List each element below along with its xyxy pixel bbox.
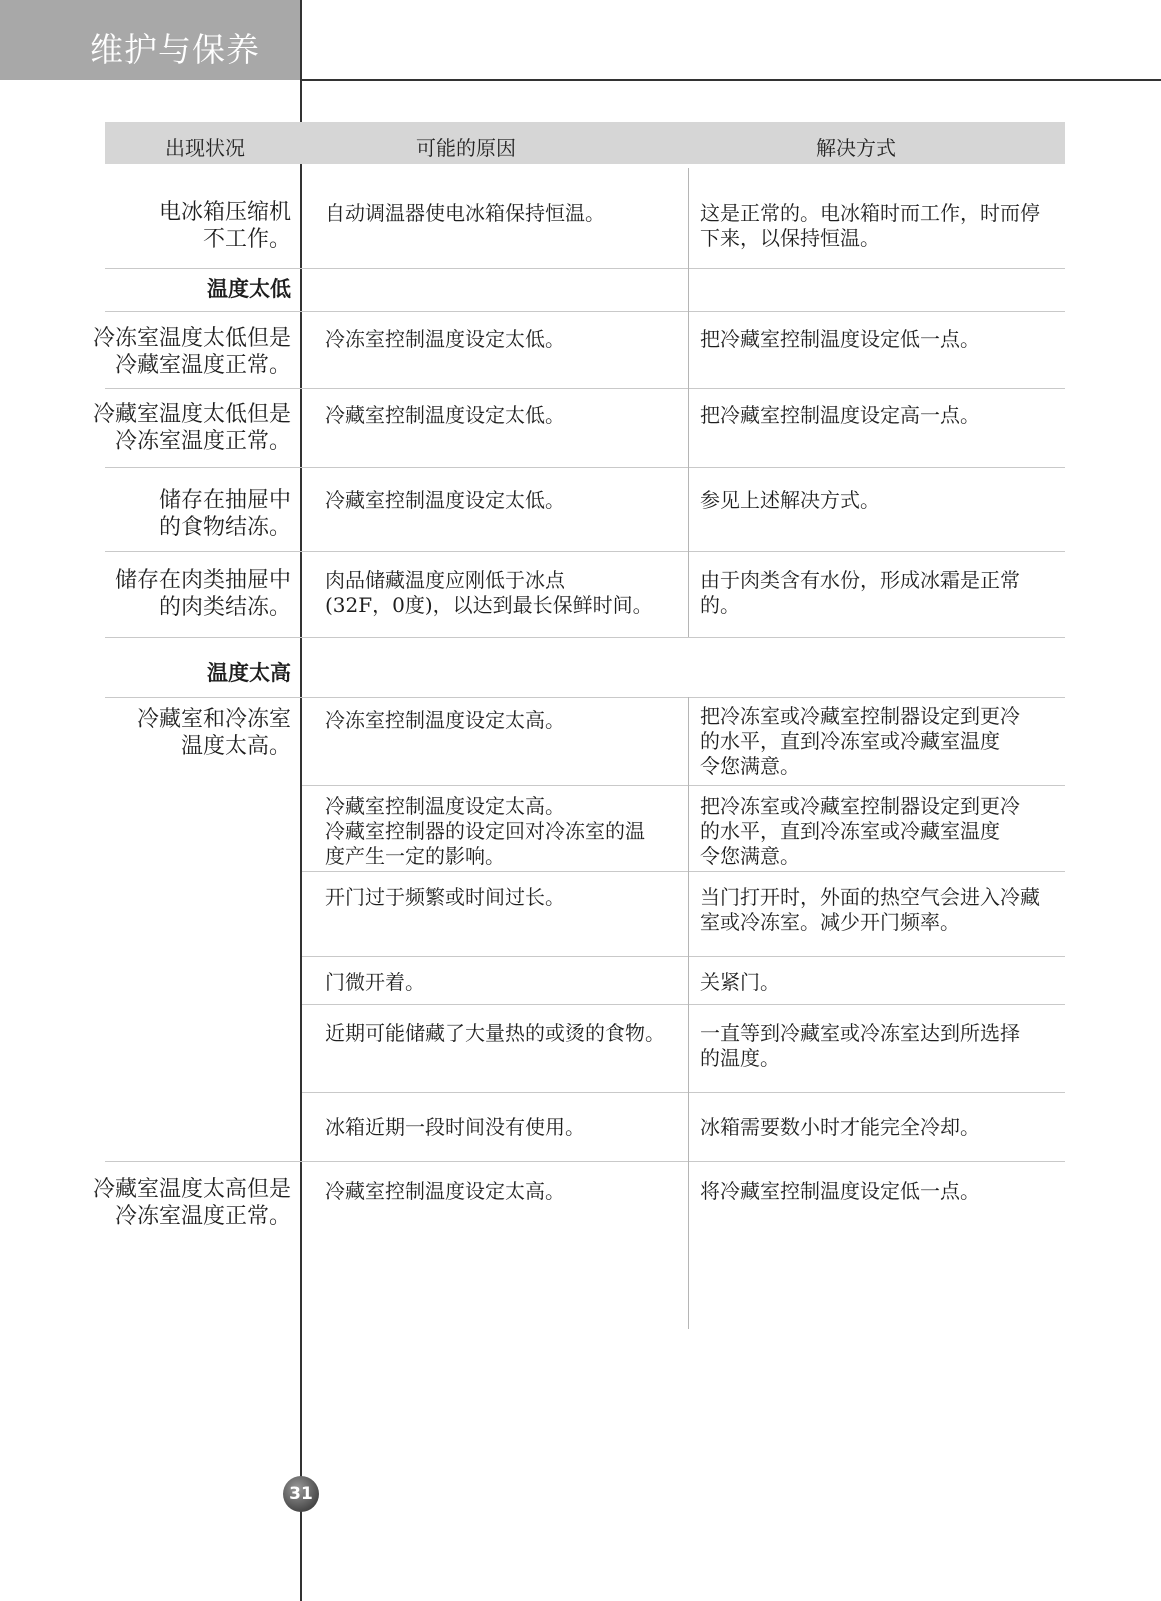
solution-cell	[700, 794, 1020, 869]
symptom-cell	[66, 487, 291, 541]
category-label: 温度太低	[207, 277, 291, 301]
symptom-line: 冷藏室温度正常。	[114, 353, 291, 378]
cause-line: 开门过于频繁或时间过长。	[325, 885, 565, 909]
symptom-line: 冷藏室温度太高但是	[92, 1177, 291, 1202]
cause-line: 肉品储藏温度应刚低于冰点	[325, 568, 565, 592]
row-divider	[302, 785, 1065, 786]
symptom-cell	[66, 325, 291, 379]
row-divider	[105, 268, 1065, 269]
page-number: 31	[283, 1476, 319, 1512]
symptom-line: 冷冻室温度正常。	[114, 1204, 291, 1229]
solution-cell	[700, 1021, 1020, 1071]
solution-line: 当门打开时，外面的热空气会进入冷藏	[700, 885, 1040, 909]
top-rule	[300, 79, 1161, 81]
row-divider	[105, 1161, 1065, 1162]
column-separator	[688, 311, 689, 637]
solution-line: 由于肉类含有水份，形成冰霜是正常	[700, 568, 1020, 592]
row-divider	[302, 1004, 1065, 1005]
solution-line: 令您满意。	[700, 754, 800, 778]
symptom-cell	[66, 1176, 291, 1230]
cause-line: 冷冻室控制温度设定太低。	[325, 327, 565, 351]
solution-line: 令您满意。	[700, 844, 800, 868]
solution-line: 冰箱需要数小时才能完全冷却。	[700, 1115, 980, 1139]
cause-cell	[325, 1179, 565, 1204]
solution-line: 的水平，直到冷冻室或冷藏室温度	[700, 819, 1000, 843]
solution-line: 把冷冻室或冷藏室控制器设定到更冷	[700, 704, 1020, 728]
cause-line: 冷藏室控制器的设定回对冷冻室的温	[325, 819, 645, 843]
solution-line: 的。	[700, 593, 740, 617]
cause-cell	[325, 1021, 665, 1046]
symptom-line: 储存在肉类抽屉中	[114, 568, 291, 593]
solution-line: 一直等到冷藏室或冷冻室达到所选择	[700, 1021, 1020, 1045]
symptom-line: 的食物结冻。	[158, 515, 291, 540]
solution-line: 把冷藏室控制温度设定高一点。	[700, 403, 980, 427]
symptom-line: 冷藏室和冷冻室	[136, 707, 291, 732]
solution-line: 的温度。	[700, 1046, 780, 1070]
row-divider	[105, 551, 1065, 552]
symptom-cell	[66, 567, 291, 621]
column-header-cause: 可能的原因	[416, 136, 516, 160]
solution-line: 下来，以保持恒温。	[700, 226, 880, 250]
column-header-symptom: 出现状况	[165, 136, 245, 160]
row-divider	[105, 467, 1065, 468]
row-divider	[302, 956, 1065, 957]
solution-cell	[700, 327, 980, 352]
category-label: 温度太高	[207, 661, 291, 685]
vertical-rule	[300, 0, 302, 1601]
cause-line: 冰箱近期一段时间没有使用。	[325, 1115, 585, 1139]
symptom-line: 冷冻室温度太低但是	[92, 326, 291, 351]
cause-line: 度产生一定的影响。	[325, 844, 505, 868]
cause-cell	[325, 794, 645, 869]
cause-cell	[325, 708, 565, 733]
cause-cell	[325, 403, 565, 428]
solution-line: 把冷冻室或冷藏室控制器设定到更冷	[700, 794, 1020, 818]
row-divider	[302, 871, 1065, 872]
cause-line: 冷冻室控制温度设定太高。	[325, 708, 565, 732]
solution-line: 将冷藏室控制温度设定低一点。	[700, 1179, 980, 1203]
solution-cell	[700, 201, 1040, 251]
solution-cell	[700, 488, 880, 513]
cause-line: 自动调温器使电冰箱保持恒温。	[325, 201, 605, 225]
cause-cell	[325, 327, 565, 352]
cause-line: 冷藏室控制温度设定太高。	[325, 794, 565, 818]
symptom-line: 的肉类结冻。	[158, 595, 291, 620]
solution-line: 的水平，直到冷冻室或冷藏室温度	[700, 729, 1000, 753]
cause-cell	[325, 488, 565, 513]
row-divider	[105, 388, 1065, 389]
symptom-line: 冷冻室温度正常。	[114, 429, 291, 454]
row-divider	[302, 1092, 1065, 1093]
column-separator	[688, 168, 689, 268]
column-separator	[688, 697, 689, 1329]
column-header-solution: 解决方式	[816, 136, 896, 160]
symptom-line: 冷藏室温度太低但是	[92, 402, 291, 427]
cause-line: 门微开着。	[325, 970, 425, 994]
solution-line: 关紧门。	[700, 970, 780, 994]
solution-cell	[700, 970, 780, 995]
solution-cell	[700, 704, 1020, 779]
solution-cell	[700, 1179, 980, 1204]
solution-cell	[700, 885, 1040, 935]
solution-line: 参见上述解决方式。	[700, 488, 880, 512]
row-divider	[105, 311, 1065, 312]
solution-line: 室或冷冻室。减少开门频率。	[700, 910, 960, 934]
table-header	[105, 122, 1065, 164]
column-separator	[688, 268, 689, 311]
cause-cell	[325, 885, 565, 910]
solution-cell	[700, 568, 1020, 618]
row-divider	[105, 697, 1065, 698]
cause-cell	[325, 568, 653, 618]
cause-cell	[325, 970, 425, 995]
row-divider	[105, 637, 1065, 638]
solution-cell	[700, 403, 980, 428]
section-title: 维护与保养	[90, 30, 260, 69]
solution-line: 这是正常的。电冰箱时而工作，时而停	[700, 201, 1040, 225]
cause-line: 近期可能储藏了大量热的或烫的食物。	[325, 1021, 665, 1045]
solution-cell	[700, 1115, 980, 1140]
cause-cell	[325, 201, 605, 226]
section-tab	[0, 0, 300, 80]
solution-line: 把冷藏室控制温度设定低一点。	[700, 327, 980, 351]
cause-line: (32F，0度)，以达到最长保鲜时间。	[325, 593, 653, 617]
symptom-cell	[66, 401, 291, 455]
symptom-cell	[66, 706, 291, 760]
symptom-line: 不工作。	[202, 227, 291, 252]
symptom-line: 温度太高。	[180, 734, 291, 759]
symptom-line: 储存在抽屉中	[158, 488, 291, 513]
cause-line: 冷藏室控制温度设定太高。	[325, 1179, 565, 1203]
cause-cell	[325, 1115, 585, 1140]
symptom-line: 电冰箱压缩机	[158, 200, 291, 225]
cause-line: 冷藏室控制温度设定太低。	[325, 403, 565, 427]
symptom-cell	[66, 199, 291, 253]
cause-line: 冷藏室控制温度设定太低。	[325, 488, 565, 512]
